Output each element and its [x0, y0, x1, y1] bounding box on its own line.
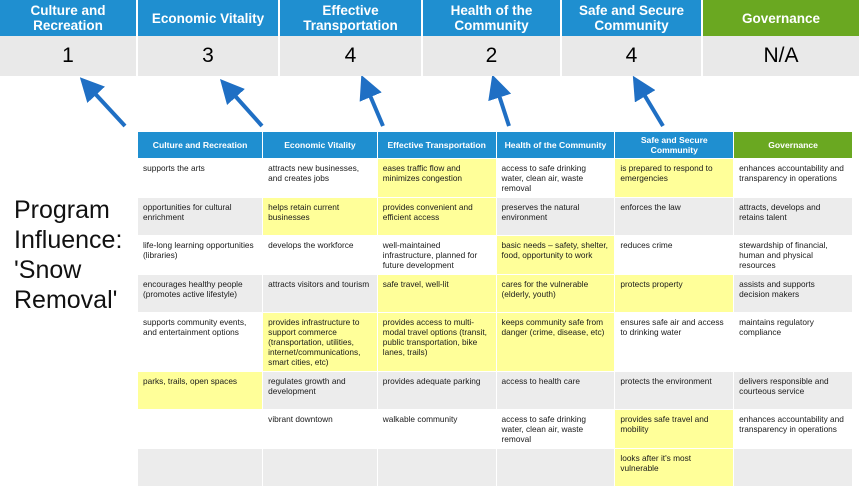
matrix-cell-r0-c3: access to safe drinking water, clean air, waste removal — [496, 159, 615, 198]
matrix-cell-r0-c5: enhances accountability and transparency in operations — [734, 159, 853, 198]
score-culture-and-recreation: 1 — [0, 36, 138, 76]
table-row — [138, 275, 853, 313]
matrix-cell-r2-c0: life-long learning opportunities (libraries) — [138, 236, 263, 275]
matrix-cell-r3-c0: encourages healthy people (promotes active lifestyle) — [138, 275, 263, 313]
matrix-cell-r5-c5: delivers responsible and courteous service — [734, 372, 853, 410]
header-label: Governance — [741, 10, 821, 26]
header-cell-culture-and-recreation — [0, 0, 138, 36]
matrix-cell-r4-c1: provides infrastructure to support commerce (transportation, utilities, internet/communications, smart cities, etc) — [263, 313, 378, 372]
score-effective-transportation: 4 — [280, 36, 423, 76]
matrix-cell-r2-c3: basic needs – safety, shelter, food, opportunity to work — [496, 236, 615, 275]
matrix-cell-r3-c2: safe travel, well-lit — [377, 275, 496, 313]
matrix-cell-r6-c2: walkable community — [377, 410, 496, 449]
matrix-cell-r6-c1: vibrant downtown — [263, 410, 378, 449]
matrix-cell-r5-c4: protects the environment — [615, 372, 734, 410]
matrix-cell-r6-c5: enhances accountability and transparency in operations — [734, 410, 853, 449]
matrix-body — [138, 159, 853, 487]
matrix-cell-r5-c3: access to health care — [496, 372, 615, 410]
matrix-cell-r1-c1: helps retain current businesses — [263, 198, 378, 236]
matrix-cell-r4-c0: supports community events, and entertainment options — [138, 313, 263, 372]
matrix-header-3: Health of the Community — [496, 132, 615, 159]
score-economic-vitality: 3 — [138, 36, 280, 76]
matrix-cell-r0-c1: attracts new businesses, and creates jobs — [263, 159, 378, 198]
table-row — [138, 410, 853, 449]
matrix-header-row — [138, 132, 853, 159]
matrix-header-0: Culture and Recreation — [138, 132, 263, 159]
matrix-cell-r4-c2: provides access to multi-modal travel options (transit, public transportation, bike lanes, trails) — [377, 313, 496, 372]
matrix-header-4: Safe and Secure Community — [615, 132, 734, 159]
caption-line-4: Removal' — [14, 286, 118, 314]
matrix-cell-r5-c1: regulates growth and development — [263, 372, 378, 410]
matrix-header-1: Economic Vitality — [263, 132, 378, 159]
matrix-cell-r7-c1 — [263, 449, 378, 487]
matrix-cell-r2-c1: develops the workforce — [263, 236, 378, 275]
matrix-cell-r1-c3: preserves the natural environment — [496, 198, 615, 236]
table-row — [138, 198, 853, 236]
matrix-cell-r4-c5: maintains regulatory compliance — [734, 313, 853, 372]
influence-matrix — [137, 131, 853, 487]
score-row — [0, 36, 859, 76]
strategic-priority-header-band — [0, 0, 859, 36]
matrix-cell-r3-c4: protects property — [615, 275, 734, 313]
program-influence-caption — [14, 195, 134, 315]
matrix-cell-r1-c5: attracts, develops and retains talent — [734, 198, 853, 236]
matrix-cell-r2-c2: well-maintained infrastructure, planned for future development — [377, 236, 496, 275]
matrix-head — [138, 132, 853, 159]
matrix-header-5: Governance — [734, 132, 853, 159]
matrix-cell-r7-c2 — [377, 449, 496, 487]
table-row — [138, 159, 853, 198]
matrix-cell-r1-c4: enforces the law — [615, 198, 734, 236]
matrix-cell-r1-c2: provides convenient and efficient access — [377, 198, 496, 236]
header-label: Effective Transportation — [303, 3, 398, 33]
matrix-cell-r2-c5: stewardship of financial, human and physical resources — [734, 236, 853, 275]
matrix-cell-r3-c5: assists and supports decision makers — [734, 275, 853, 313]
score-governance: N/A — [763, 44, 799, 67]
matrix-cell-r2-c4: reduces crime — [615, 236, 734, 275]
header-cell-economic-vitality — [138, 0, 280, 36]
table-row — [138, 313, 853, 372]
header-label: Economic Vitality — [151, 10, 265, 26]
header-label: Culture and Recreation — [30, 3, 106, 33]
matrix-cell-r0-c0: supports the arts — [138, 159, 263, 198]
matrix-cell-r3-c1: attracts visitors and tourism — [263, 275, 378, 313]
arrow-health-community — [496, 86, 509, 126]
table-row — [138, 372, 853, 410]
matrix-header-2: Effective Transportation — [377, 132, 496, 159]
matrix-cell-r5-c2: provides adequate parking — [377, 372, 496, 410]
matrix-cell-r5-c0: parks, trails, open spaces — [138, 372, 263, 410]
matrix-cell-r6-c0 — [138, 410, 263, 449]
matrix-cell-r6-c4: provides safe travel and mobility — [615, 410, 734, 449]
matrix-cell-r7-c3 — [496, 449, 615, 487]
matrix-cell-r4-c4: ensures safe air and access to drinking water — [615, 313, 734, 372]
score-safe-and-secure-community: 4 — [562, 36, 703, 76]
header-cell-safe-and-secure-community — [562, 0, 703, 36]
arrow-layer — [0, 76, 859, 132]
caption-line-2: Influence: — [14, 226, 123, 254]
matrix-cell-r0-c2: eases traffic flow and minimizes congestion — [377, 159, 496, 198]
header-cell-health-of-the-community — [423, 0, 562, 36]
caption-line-1: Program — [14, 196, 110, 224]
arrow-culture-recreation — [88, 86, 125, 126]
arrow-effective-transportation — [366, 86, 383, 126]
table-row — [138, 449, 853, 487]
matrix-cell-r4-c3: keeps community safe from danger (crime, disease, etc) — [496, 313, 615, 372]
matrix-cell-r7-c5 — [734, 449, 853, 487]
table-row — [138, 236, 853, 275]
matrix-cell-r1-c0: opportunities for cultural enrichment — [138, 198, 263, 236]
matrix-cell-r7-c0 — [138, 449, 263, 487]
matrix-cell-r7-c4: looks after it's most vulnerable — [615, 449, 734, 487]
arrow-economic-vitality — [228, 88, 262, 126]
matrix-cell-r3-c3: cares for the vulnerable (elderly, youth) — [496, 275, 615, 313]
matrix-cell-r0-c4: is prepared to respond to emergencies — [615, 159, 734, 198]
arrow-safe-secure-community — [639, 86, 663, 126]
caption-line-3: 'Snow — [14, 256, 82, 284]
score-health-of-the-community: 2 — [423, 36, 562, 76]
matrix-cell-r6-c3: access to safe drinking water, clean air, waste removal — [496, 410, 615, 449]
header-cell-governance — [703, 0, 859, 36]
header-label: Safe and Secure Community — [578, 3, 685, 33]
header-label: Health of the Community — [450, 3, 533, 33]
header-cell-effective-transportation — [280, 0, 423, 36]
